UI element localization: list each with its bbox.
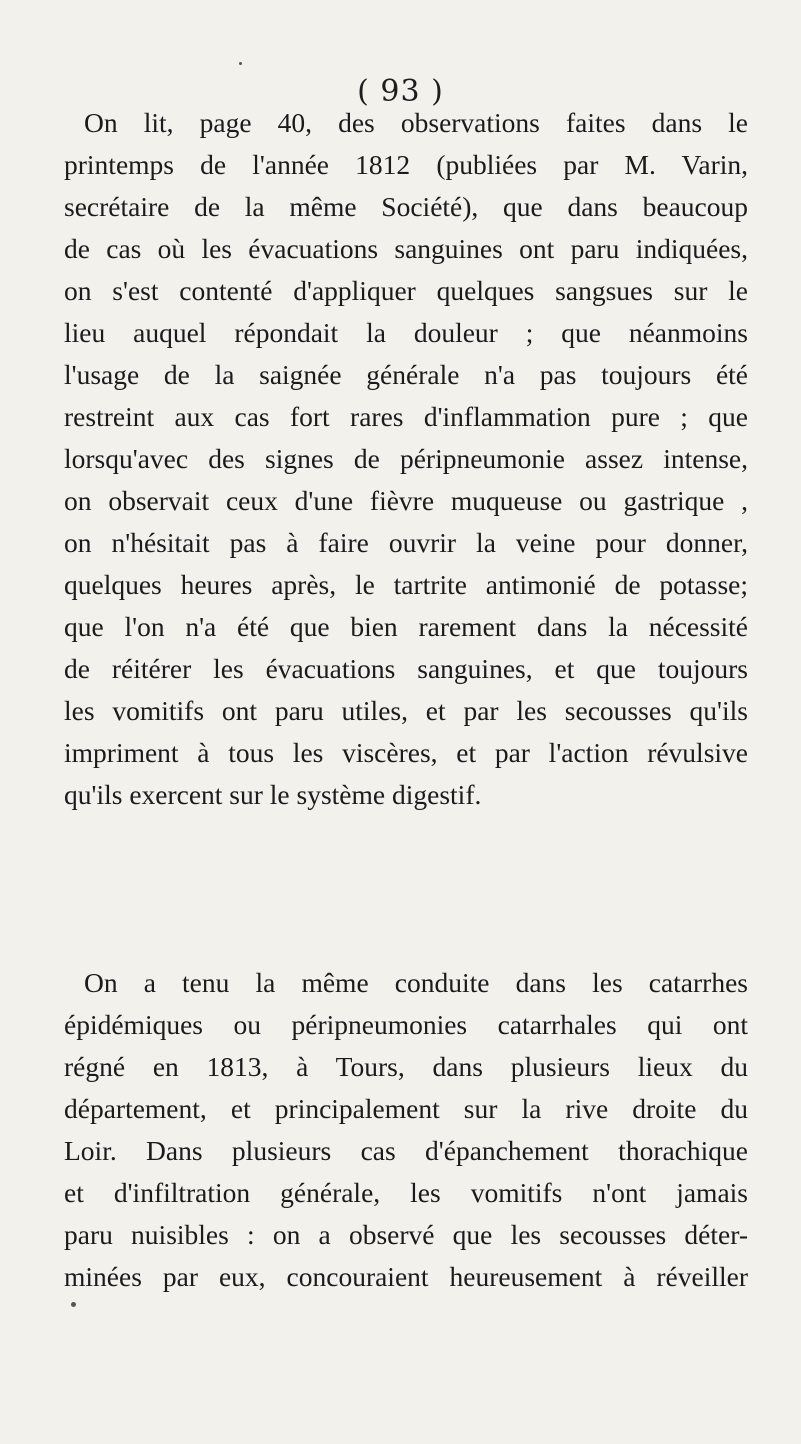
text-line: On a tenu la même conduite dans les catarrhes xyxy=(84,967,748,998)
paragraph-2 xyxy=(64,962,748,1298)
text-line: lorsqu'avec des signes de péripneumonie assez intense, xyxy=(64,443,748,474)
text-line: on n'hésitait pas à faire ouvrir la veine pour donner, xyxy=(64,527,748,558)
text-line: de réitérer les évacuations sanguines, et que toujours xyxy=(64,653,748,684)
text-line: Loir. Dans plusieurs cas d'épanchement thorachique xyxy=(64,1135,748,1166)
text-line: épidémiques ou péripneumonies catarrhales qui ont xyxy=(64,1009,748,1040)
ink-speck xyxy=(239,62,242,65)
text-line: paru nuisibles : on a observé que les secousses déter- xyxy=(64,1219,748,1250)
ink-speck xyxy=(71,1302,76,1307)
text-line: quelques heures après, le tartrite antimonié de potasse; xyxy=(64,569,748,600)
text-line: on s'est contenté d'appliquer quelques sangsues sur le xyxy=(64,275,748,306)
text-line: que l'on n'a été que bien rarement dans la nécessité xyxy=(64,611,748,642)
text-line: lieu auquel répondait la douleur ; que néanmoins xyxy=(64,317,748,348)
text-line: qu'ils exercent sur le système digestif. xyxy=(64,779,482,810)
text-line: département, et principalement sur la rive droite du xyxy=(64,1093,748,1124)
text-line: impriment à tous les viscères, et par l'action révulsive xyxy=(64,737,748,768)
text-line: régné en 1813, à Tours, dans plusieurs lieux du xyxy=(64,1051,748,1082)
text-line: et d'infiltration générale, les vomitifs n'ont jamais xyxy=(64,1177,748,1208)
page-number: ( 93 ) xyxy=(357,74,444,109)
text-line: les vomitifs ont paru utiles, et par les secousses qu'ils xyxy=(64,695,748,726)
paragraph-1 xyxy=(64,102,748,816)
text-line: secrétaire de la même Société), que dans beaucoup xyxy=(64,191,748,222)
text-line: de cas où les évacuations sanguines ont paru indiquées, xyxy=(64,233,748,264)
text-line: on observait ceux d'une fièvre muqueuse ou gastrique , xyxy=(64,485,748,516)
text-line: restreint aux cas fort rares d'inflammation pure ; que xyxy=(64,401,748,432)
text-line: On lit, page 40, des observations faites dans le xyxy=(84,107,748,138)
text-line: printemps de l'année 1812 (publiées par M. Varin, xyxy=(64,149,748,180)
text-line: l'usage de la saignée générale n'a pas toujours été xyxy=(64,359,748,390)
text-line: minées par eux, concouraient heureusement à réveiller xyxy=(64,1261,748,1292)
